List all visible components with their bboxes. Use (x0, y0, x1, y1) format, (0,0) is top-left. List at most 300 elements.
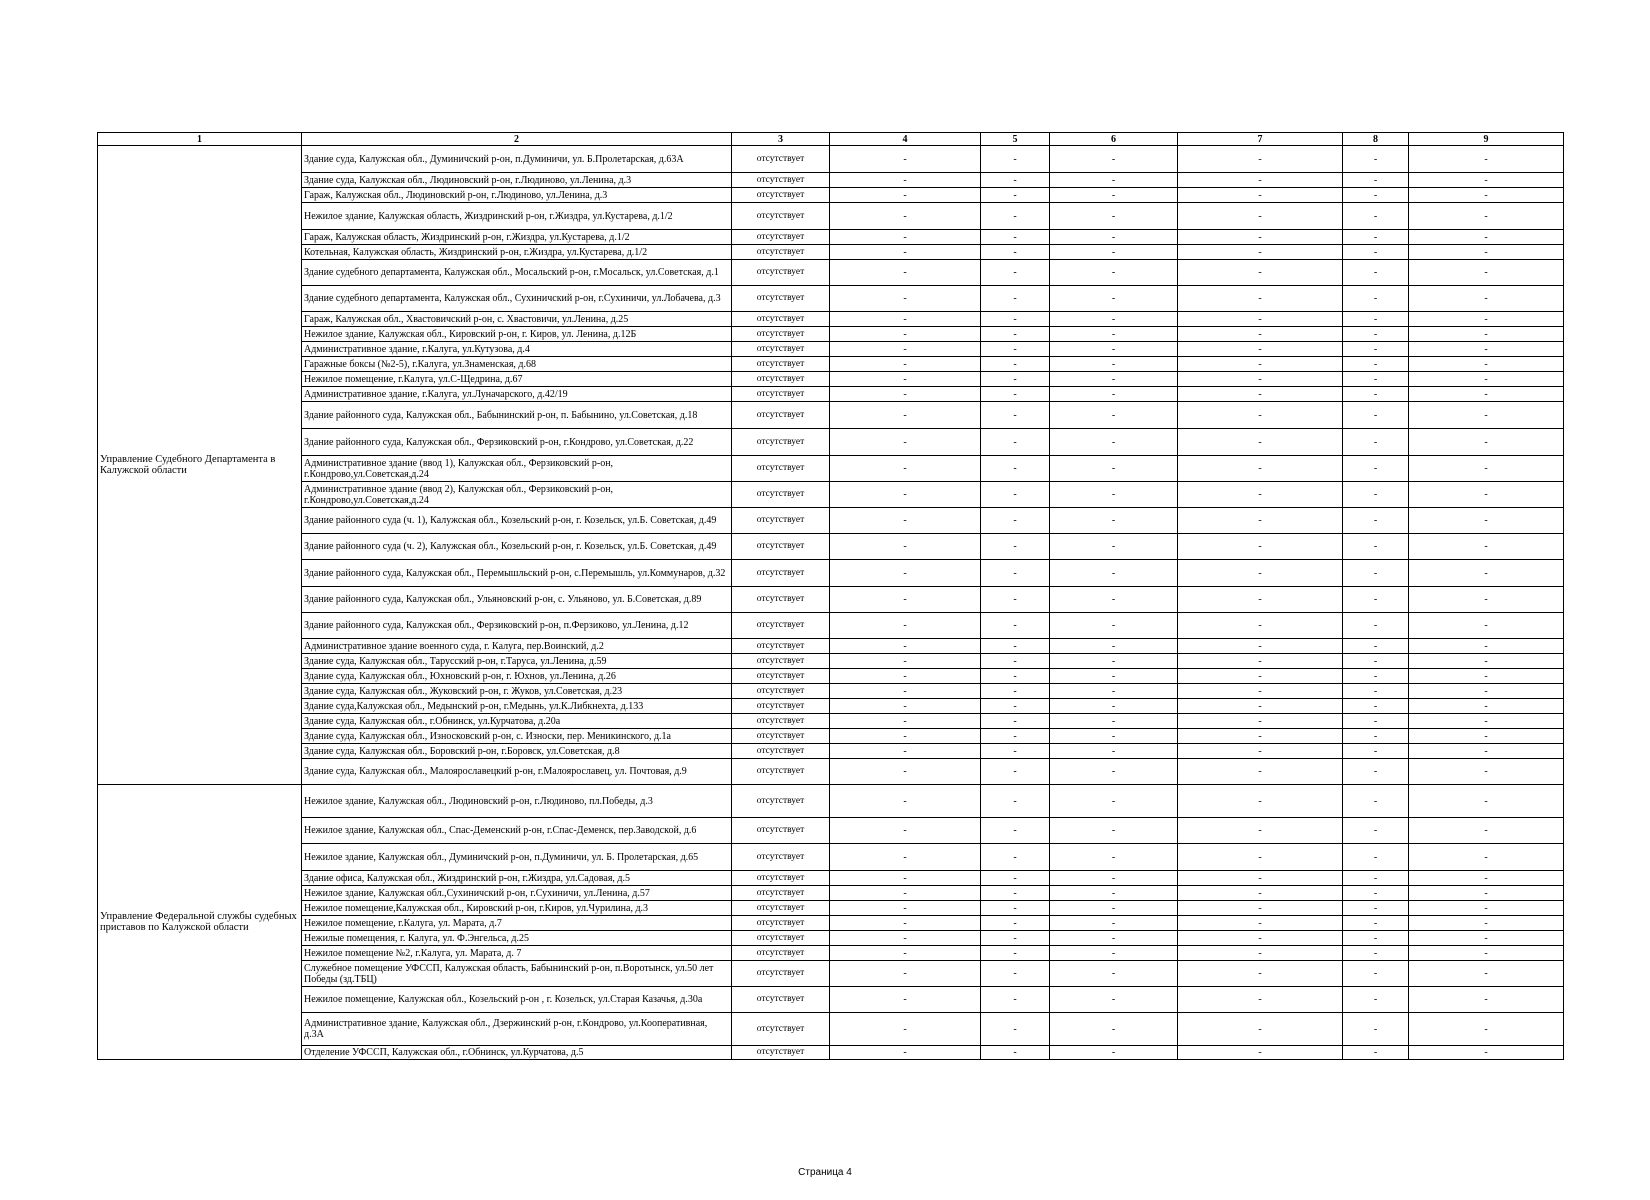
status-cell: отсутствует (732, 560, 830, 587)
property-table (97, 132, 1564, 1060)
address-cell: Нежилое здание, Калужская обл.,Сухиничский р-он, г.Сухиничи, ул.Ленина, д.57 (302, 886, 732, 901)
table-row (98, 931, 1564, 946)
dash-cell: - (1409, 744, 1564, 759)
dash-cell: - (1343, 342, 1409, 357)
table-row (98, 613, 1564, 639)
dash-cell: - (1178, 482, 1343, 508)
dash-cell: - (1178, 560, 1343, 587)
table-row (98, 203, 1564, 230)
status-cell: отсутствует (732, 844, 830, 871)
dash-cell: - (981, 402, 1050, 429)
table-row (98, 173, 1564, 188)
dash-cell: - (830, 203, 981, 230)
dash-cell: - (1343, 785, 1409, 818)
dash-cell: - (1343, 931, 1409, 946)
status-cell: отсутствует (732, 587, 830, 613)
dash-cell: - (1343, 946, 1409, 961)
dash-cell: - (1178, 987, 1343, 1013)
dash-cell: - (1178, 286, 1343, 312)
dash-cell: - (1343, 402, 1409, 429)
dash-cell: - (981, 729, 1050, 744)
dash-cell: - (1409, 931, 1564, 946)
dash-cell: - (1050, 188, 1178, 203)
address-cell: Здание районного суда, Калужская обл., Бабынинский р-он, п. Бабынино, ул.Советская, д.18 (302, 402, 732, 429)
dash-cell: - (1178, 684, 1343, 699)
dash-cell: - (981, 429, 1050, 456)
table-row (98, 785, 1564, 818)
status-cell: отсутствует (732, 402, 830, 429)
dash-cell: - (830, 560, 981, 587)
table-row (98, 669, 1564, 684)
dash-cell: - (1343, 613, 1409, 639)
dash-cell: - (1050, 931, 1178, 946)
dash-cell: - (830, 639, 981, 654)
address-cell: Нежилое помещение №2, г.Калуга, ул. Марата, д. 7 (302, 946, 732, 961)
dash-cell: - (1050, 534, 1178, 560)
dash-cell: - (981, 587, 1050, 613)
status-cell: отсутствует (732, 372, 830, 387)
table-row (98, 961, 1564, 987)
dash-cell: - (1343, 961, 1409, 987)
address-cell: Административное здание (ввод 1), Калужская обл., Ферзиковский р-он, г.Кондрово,ул.Советская,д.24 (302, 456, 732, 482)
address-cell: Административное здание, г.Калуга, ул.Луначарского, д.42/19 (302, 387, 732, 402)
dash-cell: - (1050, 245, 1178, 260)
dash-cell: - (830, 684, 981, 699)
dash-cell: - (981, 699, 1050, 714)
status-cell: отсутствует (732, 456, 830, 482)
status-cell: отсутствует (732, 245, 830, 260)
table-row (98, 357, 1564, 372)
dash-cell: - (1409, 188, 1564, 203)
dash-cell: - (830, 482, 981, 508)
address-cell: Здание суда, Калужская обл., Износковский р-он, с. Износки, пер. Меникинского, д.1а (302, 729, 732, 744)
dash-cell: - (830, 534, 981, 560)
table-row (98, 744, 1564, 759)
dash-cell: - (981, 684, 1050, 699)
address-cell: Нежилые помещения, г. Калуга, ул. Ф.Энгельса, д.25 (302, 931, 732, 946)
dash-cell: - (830, 987, 981, 1013)
table-row (98, 342, 1564, 357)
status-cell: отсутствует (732, 613, 830, 639)
table-row (98, 312, 1564, 327)
dash-cell: - (981, 961, 1050, 987)
dash-cell: - (981, 744, 1050, 759)
dash-cell: - (1178, 946, 1343, 961)
dash-cell: - (830, 357, 981, 372)
dash-cell: - (1050, 429, 1178, 456)
dash-cell: - (1050, 146, 1178, 173)
address-cell: Здание суда, Калужская обл., Людиновский р-он, г.Людиново, ул.Ленина, д.3 (302, 173, 732, 188)
dash-cell: - (1343, 699, 1409, 714)
dash-cell: - (830, 587, 981, 613)
dash-cell: - (1178, 886, 1343, 901)
address-cell: Нежилое помещение, Калужская обл., Козельский р-он , г. Козельск, ул.Старая Казачья, д.30а (302, 987, 732, 1013)
dash-cell: - (981, 188, 1050, 203)
dash-cell: - (1409, 560, 1564, 587)
dash-cell: - (1409, 639, 1564, 654)
dash-cell: - (981, 901, 1050, 916)
dash-cell: - (1343, 173, 1409, 188)
dash-cell: - (830, 312, 981, 327)
dash-cell: - (981, 312, 1050, 327)
dash-cell: - (1343, 669, 1409, 684)
dash-cell: - (1050, 987, 1178, 1013)
dash-cell: - (981, 387, 1050, 402)
col-header-8: 8 (1343, 133, 1409, 146)
status-cell: отсутствует (732, 173, 830, 188)
status-cell: отсутствует (732, 699, 830, 714)
dash-cell: - (830, 886, 981, 901)
dash-cell: - (1050, 699, 1178, 714)
address-cell: Административное здание, Калужская обл., Дзержинский р-он, г.Кондрово, ул.Кооперативная, д.3А (302, 1013, 732, 1046)
dash-cell: - (1178, 1046, 1343, 1060)
address-cell: Нежилое помещение, г.Калуга, ул. Марата, д.7 (302, 916, 732, 931)
dash-cell: - (1050, 684, 1178, 699)
dash-cell: - (1409, 203, 1564, 230)
dash-cell: - (1409, 173, 1564, 188)
dash-cell: - (830, 188, 981, 203)
dash-cell: - (1050, 785, 1178, 818)
status-cell: отсутствует (732, 714, 830, 729)
status-cell: отсутствует (732, 886, 830, 901)
dash-cell: - (1050, 456, 1178, 482)
table-row (98, 714, 1564, 729)
status-cell: отсутствует (732, 482, 830, 508)
table-row (98, 916, 1564, 931)
table-row (98, 534, 1564, 560)
dash-cell: - (981, 639, 1050, 654)
dash-cell: - (1409, 245, 1564, 260)
dash-cell: - (1343, 534, 1409, 560)
dash-cell: - (981, 560, 1050, 587)
dash-cell: - (1409, 871, 1564, 886)
dash-cell: - (981, 456, 1050, 482)
table-row (98, 387, 1564, 402)
status-cell: отсутствует (732, 818, 830, 844)
dash-cell: - (1343, 482, 1409, 508)
status-cell: отсутствует (732, 342, 830, 357)
address-cell: Здание районного суда, Калужская обл., Ферзиковский р-он, п.Ферзиково, ул.Ленина, д.12 (302, 613, 732, 639)
dash-cell: - (1343, 871, 1409, 886)
dash-cell: - (1343, 759, 1409, 785)
dash-cell: - (1343, 260, 1409, 286)
dash-cell: - (1409, 684, 1564, 699)
status-cell: отсутствует (732, 534, 830, 560)
dash-cell: - (981, 173, 1050, 188)
dash-cell: - (830, 844, 981, 871)
dash-cell: - (981, 759, 1050, 785)
dash-cell: - (981, 931, 1050, 946)
dash-cell: - (1178, 1013, 1343, 1046)
dash-cell: - (1050, 639, 1178, 654)
dash-cell: - (1409, 759, 1564, 785)
table-row (98, 759, 1564, 785)
status-cell: отсутствует (732, 759, 830, 785)
dash-cell: - (1343, 560, 1409, 587)
status-cell: отсутствует (732, 669, 830, 684)
address-cell: Административное здание, г.Калуга, ул.Кутузова, д.4 (302, 342, 732, 357)
status-cell: отсутствует (732, 987, 830, 1013)
dash-cell: - (1409, 260, 1564, 286)
dash-cell: - (830, 245, 981, 260)
dash-cell: - (981, 357, 1050, 372)
dash-cell: - (1409, 1013, 1564, 1046)
dash-cell: - (1050, 342, 1178, 357)
table-row (98, 429, 1564, 456)
dash-cell: - (1178, 744, 1343, 759)
dash-cell: - (1409, 1046, 1564, 1060)
address-cell: Гараж, Калужская обл., Людиновский р-он, г.Людиново, ул.Ленина, д.3 (302, 188, 732, 203)
dash-cell: - (1409, 372, 1564, 387)
address-cell: Здание районного суда, Калужская обл., Ульяновский р-он, с. Ульяново, ул. Б.Советская, д.89 (302, 587, 732, 613)
header-row (98, 133, 1564, 146)
table-row (98, 1013, 1564, 1046)
dash-cell: - (830, 785, 981, 818)
table-row (98, 508, 1564, 534)
status-cell: отсутствует (732, 931, 830, 946)
dash-cell: - (1343, 886, 1409, 901)
dash-cell: - (1178, 844, 1343, 871)
address-cell: Здание суда, Калужская обл., Думиничский р-он, п.Думиничи, ул. Б.Пролетарская, д.63А (302, 146, 732, 173)
dash-cell: - (981, 871, 1050, 886)
dash-cell: - (1178, 961, 1343, 987)
dash-cell: - (1409, 987, 1564, 1013)
dash-cell: - (1050, 844, 1178, 871)
dash-cell: - (1050, 1013, 1178, 1046)
address-cell: Нежилое помещение, г.Калуга, ул.С-Щедрина, д.67 (302, 372, 732, 387)
status-cell: отсутствует (732, 508, 830, 534)
status-cell: отсутствует (732, 188, 830, 203)
dash-cell: - (830, 260, 981, 286)
dash-cell: - (1178, 456, 1343, 482)
status-cell: отсутствует (732, 203, 830, 230)
address-cell: Здание суда, Калужская обл., Боровский р-он, г.Боровск, ул.Советская, д.8 (302, 744, 732, 759)
table-body (98, 146, 1564, 1060)
dash-cell: - (1050, 886, 1178, 901)
dash-cell: - (1409, 886, 1564, 901)
table-row (98, 699, 1564, 714)
dash-cell: - (1050, 560, 1178, 587)
dash-cell: - (1343, 372, 1409, 387)
dash-cell: - (1343, 729, 1409, 744)
dash-cell: - (830, 508, 981, 534)
dash-cell: - (1050, 916, 1178, 931)
status-cell: отсутствует (732, 744, 830, 759)
dash-cell: - (1178, 203, 1343, 230)
table-row (98, 482, 1564, 508)
dash-cell: - (1178, 146, 1343, 173)
dash-cell: - (1050, 203, 1178, 230)
dash-cell: - (1409, 587, 1564, 613)
dash-cell: - (830, 931, 981, 946)
dash-cell: - (1050, 286, 1178, 312)
dash-cell: - (1409, 312, 1564, 327)
dash-cell: - (1343, 987, 1409, 1013)
dash-cell: - (981, 260, 1050, 286)
dash-cell: - (1178, 931, 1343, 946)
dash-cell: - (1050, 729, 1178, 744)
address-cell: Административное здание военного суда, г. Калуга, пер.Воинский, д.2 (302, 639, 732, 654)
dash-cell: - (1178, 245, 1343, 260)
address-cell: Здание районного суда (ч. 2), Калужская обл., Козельский р-он, г. Козельск, ул.Б. Советская, д.49 (302, 534, 732, 560)
table-row (98, 818, 1564, 844)
status-cell: отсутствует (732, 230, 830, 245)
dash-cell: - (1178, 327, 1343, 342)
dash-cell: - (1343, 387, 1409, 402)
table-row (98, 587, 1564, 613)
address-cell: Гаражные боксы (№2-5), г.Калуга, ул.Знаменская, д.68 (302, 357, 732, 372)
dash-cell: - (981, 482, 1050, 508)
status-cell: отсутствует (732, 961, 830, 987)
dash-cell: - (1343, 146, 1409, 173)
table-row (98, 684, 1564, 699)
dash-cell: - (830, 372, 981, 387)
address-cell: Здание судебного департамента, Калужская обл., Сухиничский р-он, г.Сухиничи, ул.Лобачева, д.3 (302, 286, 732, 312)
dash-cell: - (981, 916, 1050, 931)
dash-cell: - (1050, 230, 1178, 245)
status-cell: отсутствует (732, 1013, 830, 1046)
dash-cell: - (1050, 901, 1178, 916)
dash-cell: - (1050, 327, 1178, 342)
address-cell: Административное здание (ввод 2), Калужская обл., Ферзиковский р-он, г.Кондрово,ул.Советская,д.24 (302, 482, 732, 508)
dash-cell: - (1178, 402, 1343, 429)
dash-cell: - (1178, 714, 1343, 729)
dash-cell: - (830, 714, 981, 729)
dash-cell: - (830, 342, 981, 357)
dash-cell: - (830, 759, 981, 785)
address-cell: Здание суда, Калужская обл., Юхновский р-он, г. Юхнов, ул.Ленина, д.26 (302, 669, 732, 684)
table-row (98, 844, 1564, 871)
dash-cell: - (981, 286, 1050, 312)
dash-cell: - (1178, 613, 1343, 639)
status-cell: отсутствует (732, 785, 830, 818)
dash-cell: - (1050, 1046, 1178, 1060)
dash-cell: - (830, 961, 981, 987)
dash-cell: - (1178, 260, 1343, 286)
status-cell: отсутствует (732, 429, 830, 456)
status-cell: отсутствует (732, 387, 830, 402)
status-cell: отсутствует (732, 327, 830, 342)
address-cell: Здание районного суда (ч. 1), Калужская обл., Козельский р-он, г. Козельск, ул.Б. Советская, д.49 (302, 508, 732, 534)
dash-cell: - (1343, 188, 1409, 203)
dash-cell: - (1178, 901, 1343, 916)
dash-cell: - (1409, 669, 1564, 684)
table-row (98, 871, 1564, 886)
dash-cell: - (1050, 714, 1178, 729)
table-row (98, 402, 1564, 429)
page-footer: Страница 4 (798, 1167, 852, 1178)
dash-cell: - (1178, 587, 1343, 613)
table-row (98, 946, 1564, 961)
dash-cell: - (1409, 327, 1564, 342)
table-row (98, 260, 1564, 286)
dash-cell: - (1050, 818, 1178, 844)
table-row (98, 327, 1564, 342)
dash-cell: - (830, 946, 981, 961)
table-row (98, 639, 1564, 654)
dash-cell: - (1343, 818, 1409, 844)
dash-cell: - (830, 327, 981, 342)
dash-cell: - (1178, 173, 1343, 188)
dash-cell: - (1409, 699, 1564, 714)
status-cell: отсутствует (732, 357, 830, 372)
col-header-2: 2 (302, 133, 732, 146)
dash-cell: - (1178, 871, 1343, 886)
dash-cell: - (1409, 714, 1564, 729)
address-cell: Здание районного суда, Калужская обл., Перемышльский р-он, с.Перемышль, ул.Коммунаров, д.32 (302, 560, 732, 587)
col-header-7: 7 (1178, 133, 1343, 146)
address-cell: Нежилое помещение,Калужская обл., Кировский р-он, г.Киров, ул.Чурилина, д.3 (302, 901, 732, 916)
dash-cell: - (1409, 357, 1564, 372)
dash-cell: - (830, 818, 981, 844)
dash-cell: - (1050, 744, 1178, 759)
dash-cell: - (981, 987, 1050, 1013)
dash-cell: - (830, 669, 981, 684)
dash-cell: - (981, 534, 1050, 560)
dash-cell: - (981, 1013, 1050, 1046)
dash-cell: - (981, 372, 1050, 387)
dash-cell: - (981, 508, 1050, 534)
dash-cell: - (1050, 387, 1178, 402)
dash-cell: - (1343, 312, 1409, 327)
dash-cell: - (1050, 587, 1178, 613)
dash-cell: - (1050, 613, 1178, 639)
dash-cell: - (1178, 818, 1343, 844)
dash-cell: - (1409, 818, 1564, 844)
dash-cell: - (1343, 744, 1409, 759)
dash-cell: - (981, 785, 1050, 818)
table-row (98, 1046, 1564, 1060)
dash-cell: - (1343, 901, 1409, 916)
address-cell: Служебное помещение УФССП, Калужская область, Бабынинский р-он, п.Воротынск, ул.50 лет Победы (зд.ТБЦ) (302, 961, 732, 987)
dash-cell: - (1409, 482, 1564, 508)
col-header-5: 5 (981, 133, 1050, 146)
dash-cell: - (1409, 387, 1564, 402)
dash-cell: - (830, 699, 981, 714)
dash-cell: - (1343, 327, 1409, 342)
dash-cell: - (1343, 916, 1409, 931)
address-cell: Нежилое здание, Калужская обл., Спас-Деменский р-он, г.Спас-Деменск, пер.Заводской, д.6 (302, 818, 732, 844)
dash-cell: - (1409, 456, 1564, 482)
status-cell: отсутствует (732, 946, 830, 961)
address-cell: Здание районного суда, Калужская обл., Ферзиковский р-он, г.Кондрово, ул.Советская, д.22 (302, 429, 732, 456)
dash-cell: - (1409, 654, 1564, 669)
dash-cell: - (1409, 901, 1564, 916)
dash-cell: - (1409, 729, 1564, 744)
dash-cell: - (1409, 946, 1564, 961)
dash-cell: - (1178, 759, 1343, 785)
table-row (98, 372, 1564, 387)
dash-cell: - (1409, 402, 1564, 429)
dash-cell: - (830, 1013, 981, 1046)
dash-cell: - (1050, 312, 1178, 327)
dash-cell: - (1178, 669, 1343, 684)
col-header-6: 6 (1050, 133, 1178, 146)
dash-cell: - (1343, 230, 1409, 245)
dash-cell: - (1178, 387, 1343, 402)
status-cell: отсутствует (732, 312, 830, 327)
dash-cell: - (1050, 946, 1178, 961)
dash-cell: - (1050, 961, 1178, 987)
organization-cell: Управление Судебного Департамента в Калужской области (98, 146, 302, 785)
dash-cell: - (1050, 173, 1178, 188)
dash-cell: - (1178, 699, 1343, 714)
dash-cell: - (981, 203, 1050, 230)
dash-cell: - (830, 173, 981, 188)
dash-cell: - (981, 714, 1050, 729)
dash-cell: - (1343, 456, 1409, 482)
dash-cell: - (830, 429, 981, 456)
